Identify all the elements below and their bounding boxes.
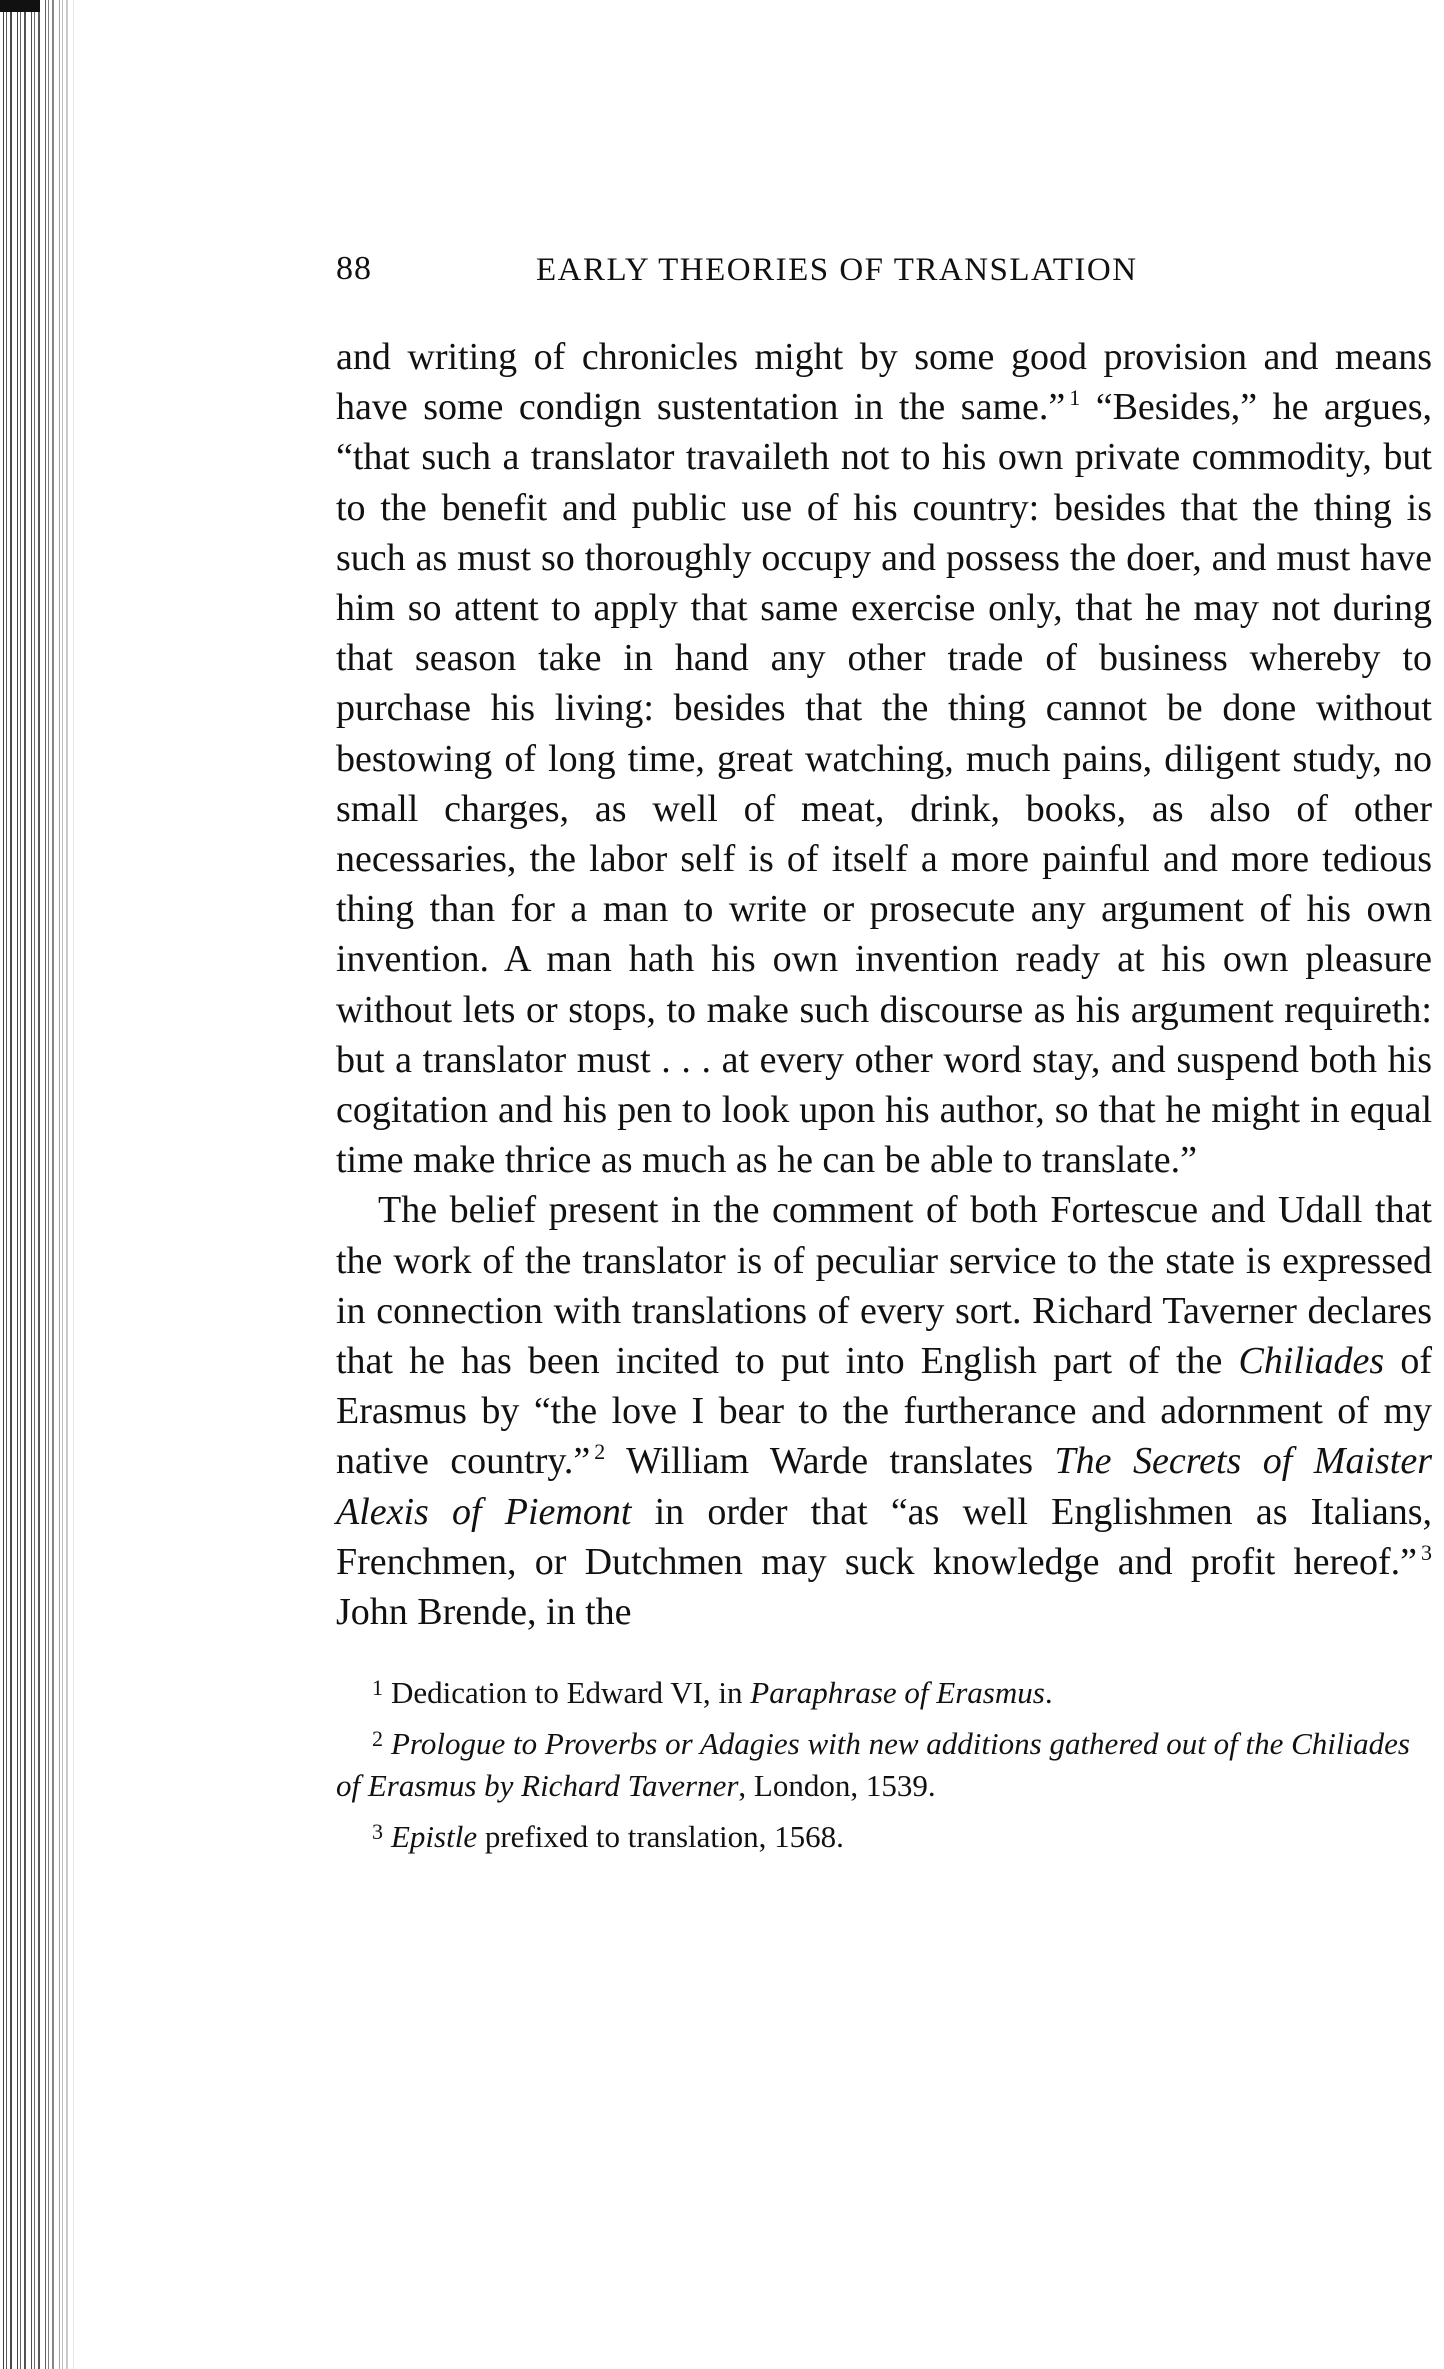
- footnote-3: [336, 1811, 1432, 1858]
- footnote-marker: 3: [372, 1819, 383, 1845]
- paragraph-2: [336, 1185, 1432, 1637]
- footnote-tail: prefixed to translation, 1568.: [477, 1819, 844, 1855]
- paragraph-2-text-c: William Warde translates: [605, 1440, 1055, 1483]
- footnote-italic: Paraphrase of Erasmus: [750, 1675, 1045, 1711]
- footnote-italic: Epistle: [391, 1819, 478, 1855]
- paragraph-2-text-d: in order that “as well Englishmen as Italians, Frenchmen, or Dutchmen may suck knowledge and profit hereof.”: [336, 1490, 1433, 1583]
- footnote-reference-2: 2: [594, 1439, 606, 1465]
- footnote-1: [336, 1667, 1432, 1714]
- footnote-tail: .: [1044, 1675, 1053, 1711]
- footnote-reference-3: 3: [1421, 1539, 1432, 1565]
- page-number: 88: [336, 250, 372, 287]
- running-header: [336, 250, 1432, 310]
- footnote-text: Dedication to Edward VI, in: [391, 1675, 751, 1711]
- paragraph-2-text-e: John Brende, in the: [336, 1591, 632, 1634]
- paragraph-1-text-b: “Besides,” he argues, “that such a translator travaileth not to his own private commodity, but to the benefit and public use of his country: besides that the thing is such as must so thoroughly occupy and possess the doer, and must have him so attent to apply that same exercise only, that he may not during that season take in hand any other trade of business whereby to purchase his living: besides that the thing cannot be done without bestowing of long time, great watching, much pains, diligent study, no small charges, as well of meat, drink, books, as also of other necessaries, the labor self is of itself a more painful and more tedious thing than for a man to write or prosecute any argument of his own invention. A man hath his own invention ready at his own pleasure without lets or stops, to make such discourse as his argument requireth: but a translator must . . . at every other word stay, and suspend both his cogitation and his pen to look upon his author, so that he might in equal time make thrice as much as he can be able to translate.”: [336, 386, 1432, 1182]
- footnote-reference-1: 1: [1069, 385, 1081, 411]
- binding-corner-mark: [0, 0, 40, 12]
- italic-title-secrets: The Secrets of Maister Alexis of Piemont: [336, 1440, 1433, 1533]
- footnotes: [336, 1667, 1432, 1858]
- footnote-tail: , London, 1539.: [738, 1768, 936, 1804]
- footnote-marker: 2: [372, 1726, 383, 1752]
- paragraph-2-text-a: The belief present in the comment of both Fortescue and Udall that the work of the translator is of peculiar service to the state is expressed in connection with translations of every sort. Richard Taverner declares that he has been incited to put into English part of the: [336, 1189, 1432, 1383]
- footnote-marker: 1: [372, 1675, 383, 1701]
- scanned-binding-edge: [0, 0, 74, 2369]
- book-page: [336, 250, 1432, 1862]
- footnote-2: [336, 1718, 1432, 1807]
- paragraph-2-text-b: of Erasmus by “the love I bear to the furtherance and adornment of my native country.”: [336, 1340, 1432, 1483]
- footnote-italic: Prologue to Proverbs or Adagies with new additions gathered out of the Chiliades of Erasmus by Richard Taverner: [336, 1726, 1410, 1804]
- paragraph-1-text-a: and writing of chronicles might by some good provision and means have some condign sustentation in the same.”: [336, 336, 1432, 429]
- italic-title-chiliades: Chiliades: [1238, 1340, 1385, 1383]
- paragraph-1: [336, 332, 1432, 1185]
- body-text: [336, 332, 1432, 1637]
- running-title: EARLY THEORIES OF TRANSLATION: [536, 252, 1138, 288]
